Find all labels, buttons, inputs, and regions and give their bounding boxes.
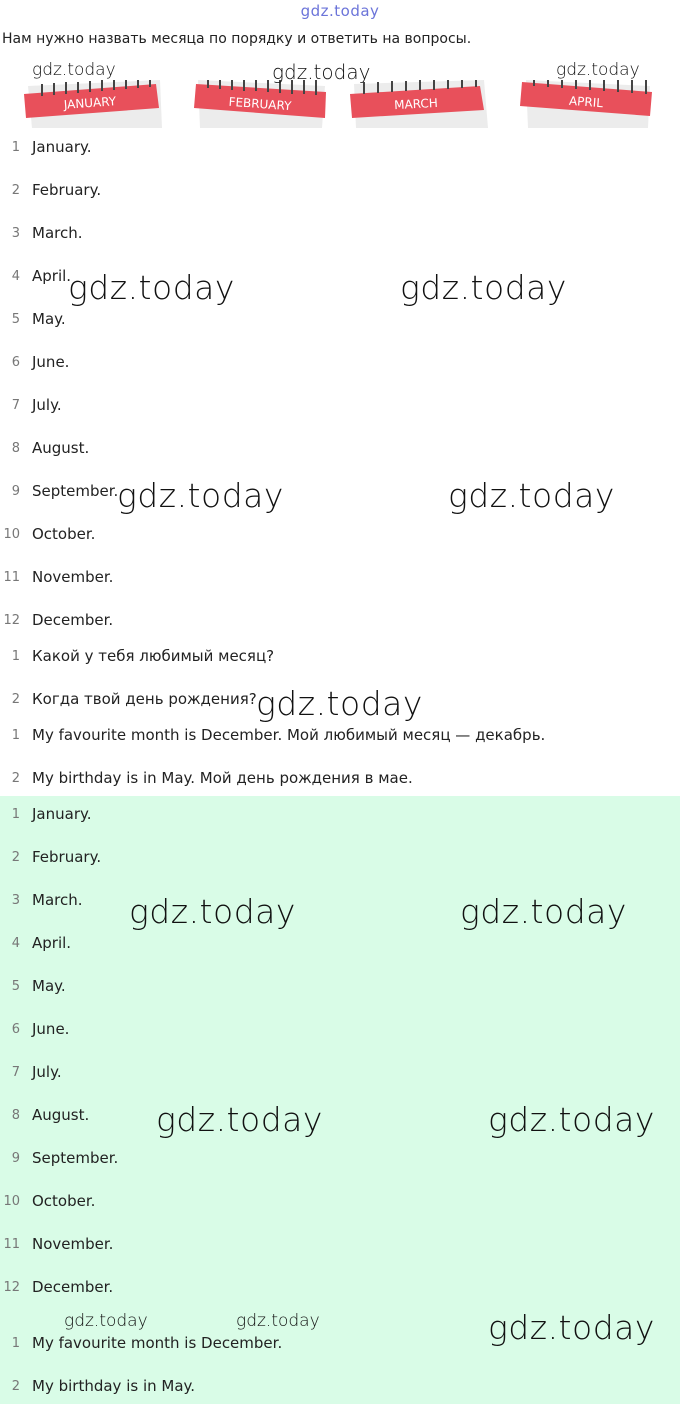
list-item [0,889,83,911]
list-item [0,394,62,416]
watermark: gdz.today [272,60,371,84]
answer-item [0,724,545,746]
calendar-february-label: FEBRUARY [228,94,292,114]
instruction-text: Нам нужно назвать месяца по порядку и ответить на вопросы. [2,31,472,47]
list-item [0,1190,95,1212]
question-item [0,688,257,710]
watermark: gdz.today [448,476,615,515]
list-number: 8 [11,1107,20,1123]
list-item [0,523,95,545]
list-number: 1 [11,648,20,664]
list-item [0,1061,62,1083]
list-text: March. [32,224,83,242]
list-number: 2 [11,691,20,707]
watermark: gdz.today [488,1100,655,1139]
list-number: 10 [3,1193,20,1209]
list-text: April. [32,267,72,285]
list-item [0,1233,113,1255]
answer-item [0,1375,195,1397]
list-text: August. [32,1106,90,1124]
watermark: gdz.today [400,268,567,307]
list-number: 4 [11,268,20,284]
list-number: 1 [11,806,20,822]
list-item [0,480,118,502]
list-text: October. [32,1192,96,1210]
list-number: 3 [11,892,20,908]
list-number: 9 [11,483,20,499]
list-number: 7 [11,1064,20,1080]
watermark: gdz.today [236,1311,320,1331]
calendar-february [194,80,329,128]
list-item [0,1276,113,1298]
list-item [0,1147,118,1169]
calendar-january [22,80,162,128]
list-number: 3 [11,225,20,241]
list-text: June. [32,1020,70,1038]
list-number: 1 [11,139,20,155]
list-item [0,222,83,244]
calendar-march-label: MARCH [393,95,439,113]
list-number: 5 [11,311,20,327]
watermark: gdz.today [32,60,116,80]
list-text: January. [32,138,92,156]
list-number: 6 [11,1021,20,1037]
list-item [0,846,101,868]
list-item [0,1018,69,1040]
list-item [0,437,89,459]
watermark: gdz.today [68,268,235,307]
list-item [0,265,71,287]
answer-text: My birthday is in May. [32,1377,196,1395]
list-text: February. [32,848,102,866]
list-item [0,1104,89,1126]
watermark: gdz.today [488,1308,655,1347]
list-item [0,932,71,954]
list-text: April. [32,934,72,952]
calendar-march [350,80,490,128]
list-number: 10 [3,526,20,542]
list-number: 12 [3,612,20,628]
watermark: gdz.today [64,1311,148,1331]
list-number: 11 [3,1236,20,1252]
answer-text: My favourite month is December. [32,1334,283,1352]
watermark: gdz.today [556,60,640,80]
calendar-april-label: APRIL [568,93,604,111]
list-item [0,609,113,631]
list-text: September. [32,1149,119,1167]
list-text: October. [32,525,96,543]
list-item [0,803,92,825]
answer-item [0,767,413,789]
list-text: August. [32,439,90,457]
list-text: November. [32,568,114,586]
list-number: 2 [11,770,20,786]
list-number: 8 [11,440,20,456]
list-item [0,975,66,997]
watermark: gdz.today [129,892,296,931]
calendar-april [520,80,655,128]
answer-item [0,1332,282,1354]
list-text: May. [32,310,66,328]
watermark: gdz.today [460,892,627,931]
list-number: 11 [3,569,20,585]
question-text: Когда твой день рождения? [32,690,257,708]
list-item [0,136,92,158]
list-number: 7 [11,397,20,413]
list-text: July. [32,396,62,414]
list-number: 12 [3,1279,20,1295]
watermark: gdz.today [156,1100,323,1139]
list-number: 2 [11,1378,20,1394]
calendar-january-label: JANUARY [63,94,117,112]
list-text: May. [32,977,66,995]
list-text: July. [32,1063,62,1081]
list-number: 5 [11,978,20,994]
list-text: December. [32,1278,114,1296]
list-number: 4 [11,935,20,951]
list-number: 1 [11,1335,20,1351]
question-text: Какой у тебя любимый месяц? [32,647,275,665]
list-text: September. [32,482,119,500]
watermark: gdz.today [256,684,423,723]
question-item [0,645,274,667]
list-text: November. [32,1235,114,1253]
list-number: 2 [11,182,20,198]
list-text: December. [32,611,114,629]
list-number: 1 [11,727,20,743]
list-text: January. [32,805,92,823]
answer-text: My favourite month is December. Мой любимый месяц — декабрь. [32,726,546,744]
list-number: 2 [11,849,20,865]
list-item [0,308,66,330]
list-number: 9 [11,1150,20,1166]
list-item [0,351,69,373]
list-item [0,179,101,201]
list-text: February. [32,181,102,199]
site-logo[interactable]: gdz.today [300,2,380,20]
list-text: June. [32,353,70,371]
answer-text: My birthday is in May. Мой день рождения в мае. [32,769,413,787]
list-item [0,566,113,588]
watermark: gdz.today [117,476,284,515]
list-text: March. [32,891,83,909]
list-number: 6 [11,354,20,370]
